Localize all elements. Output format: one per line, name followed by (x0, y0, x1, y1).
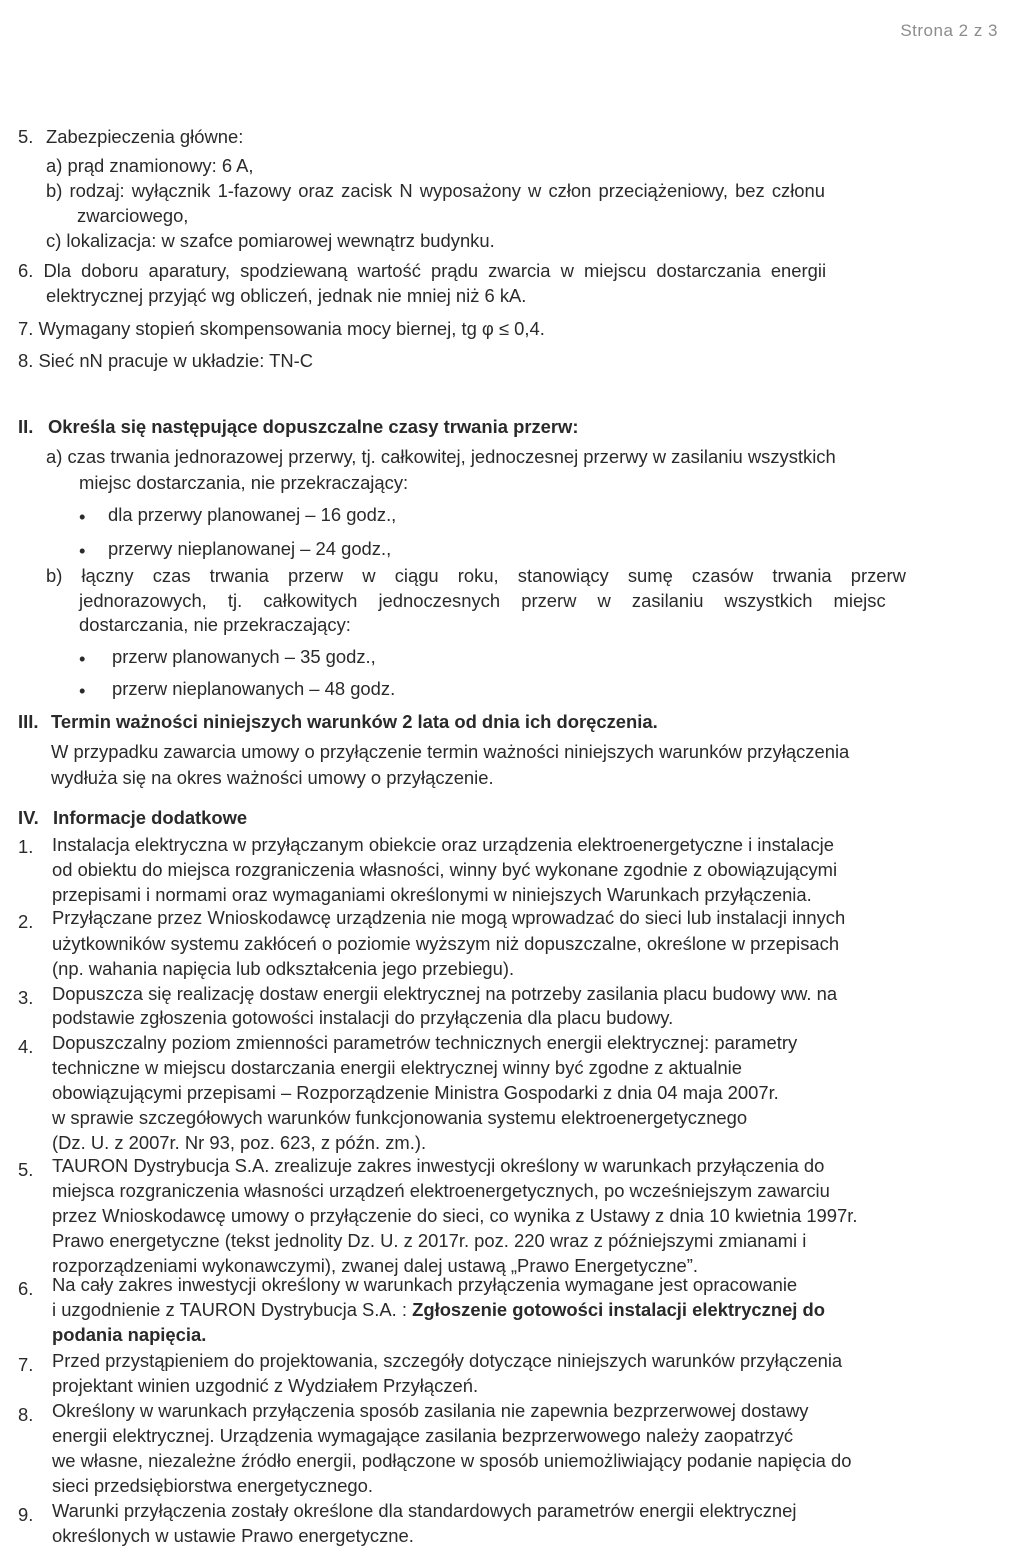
section-5-b-line1: b) rodzaj: wyłącznik 1-fazowy oraz zacisk N wyposażony w człon przeciążeniowy, bez członu (46, 180, 825, 201)
section-IV-item-5-line2: miejsca rozgraniczenia własności urządzeń elektroenergetycznych, po wcześniejszym zawarciu (52, 1180, 830, 1201)
section-IV-item-5-line1: TAURON Dystrybucja S.A. zrealizuje zakres inwestycji określony w warunkach przyłączenia do (52, 1155, 825, 1176)
section-II-b-bullet1: przerw planowanych – 35 godz., (112, 646, 376, 667)
section-IV-item-1-number: 1. (18, 836, 34, 857)
section-IV-item-6-line3: podania napięcia. (52, 1324, 207, 1345)
section-IV-item-8-number: 8. (18, 1404, 34, 1425)
section-5-c: c) lokalizacja: w szafce pomiarowej wewnątrz budynku. (46, 230, 495, 251)
section-IV-item-1-line1: Instalacja elektryczna w przyłączanym obiekcie oraz urządzenia elektroenergetyczne i instalacje (52, 834, 834, 855)
bullet-icon: • (79, 540, 86, 561)
section-II-b-line3: dostarczania, nie przekraczający: (79, 614, 351, 635)
section-II-number: II. (18, 416, 34, 437)
section-III-number: III. (18, 711, 39, 732)
item-7: 7. Wymagany stopień skompensowania mocy biernej, tg φ ≤ 0,4. (18, 318, 545, 339)
bullet-icon: • (79, 648, 86, 669)
section-IV-item-1-line2: od obiektu do miejsca rozgraniczenia własności, winny być wykonane zgodnie z obowiązującymi (52, 859, 838, 880)
section-II-a-line2: miejsc dostarczania, nie przekraczający: (79, 472, 409, 493)
section-IV-item-4-number: 4. (18, 1036, 34, 1057)
section-IV-item-4-line4: w sprawie szczegółowych warunków funkcjonowania systemu elektroenergetycznego (52, 1107, 748, 1128)
section-IV-item-5-line3: przez Wnioskodawcę umowy o przyłączenie do sieci, co wynika z Ustawy z dnia 10 kwietnia 1997r. (52, 1205, 858, 1226)
section-IV-item-3-line2: podstawie zgłoszenia gotowości instalacji do przyłączenia dla placu budowy. (52, 1007, 674, 1028)
section-II-a-bullet1: dla przerwy planowanej – 16 godz., (108, 504, 397, 525)
section-III-para-line1: W przypadku zawarcia umowy o przyłączenie termin ważności niniejszych warunków przyłączenia (51, 741, 850, 762)
section-IV-item-2-line3: (np. wahania napięcia lub odkształcenia jego przebiegu). (52, 958, 515, 979)
section-IV-item-9-line2: określonych w ustawie Prawo energetyczne. (52, 1525, 414, 1546)
section-IV-number: IV. (18, 807, 39, 828)
section-IV-item-9-number: 9. (18, 1504, 34, 1525)
section-IV-item-8-line1: Określony w warunkach przyłączenia sposób zasilania nie zapewnia bezprzerwowej dostawy (52, 1400, 809, 1421)
section-II-a-bullet2: przerwy nieplanowanej – 24 godz., (108, 538, 392, 559)
section-IV-item-4-line3: obowiązującymi przepisami – Rozporządzenie Ministra Gospodarki z dnia 04 maja 2007r. (52, 1082, 779, 1103)
section-IV-item-7-line1: Przed przystąpieniem do projektowania, szczegóły dotyczące niniejszych warunków przyłączenia (52, 1350, 843, 1371)
section-IV-item-3-number: 3. (18, 987, 34, 1008)
section-5-title: Zabezpieczenia główne: (46, 126, 244, 147)
section-IV-item-3-line1: Dopuszcza się realizację dostaw energii elektrycznej na potrzeby zasilania placu budowy ww. na (52, 983, 838, 1004)
section-IV-item-6-emphasis: Zgłoszenie gotowości instalacji elektrycznej do (412, 1299, 825, 1320)
section-IV-item-6-line1: Na cały zakres inwestycji określony w warunkach przyłączenia wymagane jest opracowanie (52, 1274, 798, 1295)
section-IV-item-5-line4: Prawo energetyczne (tekst jednolity Dz. U. z 2017r. poz. 220 wraz z późniejszymi zmianami i (52, 1230, 807, 1251)
section-5-a: a) prąd znamionowy: 6 A, (46, 155, 254, 176)
section-IV-item-1-line3: przepisami i normami oraz wymaganiami określonymi w niniejszych Warunkach przyłączenia. (52, 884, 812, 905)
section-IV-item-6-line2 (52, 1297, 825, 1323)
section-IV-item-8-line3: we własne, niezależne źródło energii, podłączone w sposób uniemożliwiający podanie napięcia do (52, 1450, 852, 1471)
item-6-line2: elektrycznej przyjąć wg obliczeń, jednak nie mniej niż 6 kA. (46, 285, 527, 306)
section-IV-title: Informacje dodatkowe (53, 807, 248, 828)
section-IV-item-4-line1: Dopuszczalny poziom zmienności parametrów technicznych energii elektrycznej: parametry (52, 1032, 798, 1053)
section-5-number: 5. (18, 126, 34, 147)
item-6-line1: 6. Dla doboru aparatury, spodziewaną wartość prądu zwarcia w miejscu dostarczania energii (18, 260, 827, 281)
section-IV-item-8-line4: sieci przedsiębiorstwa energetycznego. (52, 1475, 373, 1496)
section-III-title: Termin ważności niniejszych warunków 2 lata od dnia ich doręczenia. (51, 711, 658, 732)
bullet-icon: • (79, 506, 86, 527)
section-II-b-line2: jednorazowych, tj. całkowitych jednoczesnych przerw w zasilaniu wszystkich miejsc (79, 590, 886, 611)
section-IV-item-5-line5: rozporządzeniami wykonawczymi), zwanej dalej ustawą „Prawo Energetyczne”. (52, 1255, 698, 1276)
section-IV-item-2-line2: użytkowników systemu zakłóceń o poziomie wyższym niż dopuszczalne, określone w przepisach (52, 933, 840, 954)
section-IV-item-9-line1: Warunki przyłączenia zostały określone dla standardowych parametrów energii elektrycznej (52, 1500, 797, 1521)
item-8: 8. Sieć nN pracuje w układzie: TN-C (18, 350, 314, 371)
section-IV-item-2-number: 2. (18, 911, 34, 932)
section-IV-item-4-line5: (Dz. U. z 2007r. Nr 93, poz. 623, z późn. zm.). (52, 1132, 427, 1153)
section-IV-item-6-number: 6. (18, 1278, 34, 1299)
section-5-b-line2: zwarciowego, (77, 205, 189, 226)
section-IV-item-4-line2: techniczne w miejscu dostarczania energii elektrycznej winny być zgodne z aktualnie (52, 1057, 742, 1078)
section-IV-item-8-line2: energii elektrycznej. Urządzenia wymagające zasilania bezprzerwowego należy zaopatrzyć (52, 1425, 794, 1446)
section-II-title: Określa się następujące dopuszczalne czasy trwania przerw: (48, 416, 579, 437)
section-II-a-line1: a) czas trwania jednorazowej przerwy, tj. całkowitej, jednoczesnej przerwy w zasilaniu wszystkich (46, 446, 836, 467)
section-IV-item-6-line2-text: i uzgodnienie z TAURON Dystrybucja S.A. : (52, 1299, 413, 1320)
section-IV-item-5-number: 5. (18, 1159, 34, 1180)
section-IV-item-7-line2: projektant winien uzgodnić z Wydziałem Przyłączeń. (52, 1375, 479, 1396)
section-II-b-bullet2: przerw nieplanowanych – 48 godz. (112, 678, 396, 699)
section-III-para-line2: wydłuża się na okres ważności umowy o przyłączenie. (51, 767, 494, 788)
bullet-icon: • (79, 680, 86, 701)
section-IV-item-7-number: 7. (18, 1354, 34, 1375)
page-number: Strona 2 z 3 (900, 21, 998, 40)
section-IV-item-2-line1: Przyłączane przez Wnioskodawcę urządzenia nie mogą wprowadzać do sieci lub instalacji innych (52, 907, 846, 928)
section-II-b-line1: b) łączny czas trwania przerw w ciągu roku, stanowiący sumę czasów trwania przerw (46, 565, 906, 586)
